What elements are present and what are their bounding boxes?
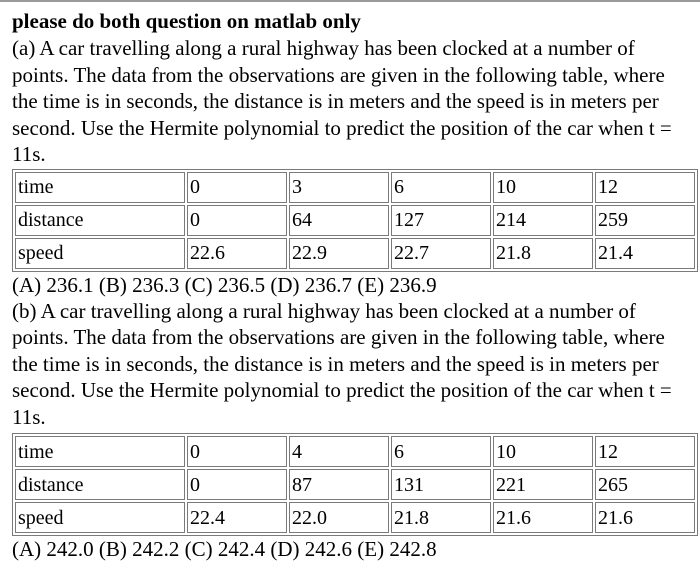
table-row-distance [15,469,695,500]
part-a-answer-choices: (A) 236.1 (B) 236.3 (C) 236.5 (D) 236.7 (E) 236.9 [12,272,437,297]
row-label: distance [15,469,185,500]
table-cell: 22.0 [289,502,389,533]
table-cell: 21.4 [595,238,695,269]
table-cell: 221 [493,469,593,500]
part-b-data-table [12,433,698,536]
row-label: speed [15,502,185,533]
table-cell: 22.9 [289,238,389,269]
table-cell: 3 [289,172,389,203]
row-label: speed [15,238,185,269]
table-cell: 87 [289,469,389,500]
row-label: time [15,172,185,203]
table-cell: 64 [289,205,389,236]
table-row-speed [15,238,695,269]
part-a-data-table [12,169,698,272]
table-cell: 22.6 [187,238,287,269]
table-row-time [15,436,695,467]
table-cell: 131 [391,469,491,500]
part-b-question: (b) A car travelling along a rural highway has been clocked at a number of points. The data from the observations are given in the following table, where the time is in seconds, the distance is in meters and the speed is in meters per second. Use the Hermite polynomial to predict the position of the car when t = 11s. [12,298,672,429]
table-cell: 265 [595,469,695,500]
question-heading: please do both question on matlab only [12,9,361,33]
table-row-speed [15,502,695,533]
table-cell: 10 [493,436,593,467]
table-cell: 22.7 [391,238,491,269]
table-row-time [15,172,695,203]
table-cell: 127 [391,205,491,236]
table-cell: 0 [187,205,287,236]
table-cell: 0 [187,469,287,500]
table-cell: 12 [595,172,695,203]
table-cell: 259 [595,205,695,236]
table-cell: 0 [187,172,287,203]
part-a-question: (a) A car travelling along a rural highway has been clocked at a number of points. The data from the observations are given in the following table, where the time is in seconds, the distance is in meters and the speed is in meters per second. Use the Hermite polynomial to predict the position of the car when t = 11s. [12,36,672,166]
table-cell: 12 [595,436,695,467]
table-cell: 21.8 [391,502,491,533]
top-divider [0,0,700,2]
table-cell: 6 [391,172,491,203]
table-cell: 21.6 [493,502,593,533]
table-cell: 0 [187,436,287,467]
table-cell: 22.4 [187,502,287,533]
question-document [12,8,692,562]
table-cell: 10 [493,172,593,203]
table-row-distance [15,205,695,236]
table-cell: 21.6 [595,502,695,533]
table-cell: 214 [493,205,593,236]
table-cell: 21.8 [493,238,593,269]
part-b-answer-choices: (A) 242.0 (B) 242.2 (C) 242.4 (D) 242.6 (E) 242.8 [12,537,437,561]
row-label: time [15,436,185,467]
table-cell: 4 [289,436,389,467]
row-label: distance [15,205,185,236]
table-cell: 6 [391,436,491,467]
